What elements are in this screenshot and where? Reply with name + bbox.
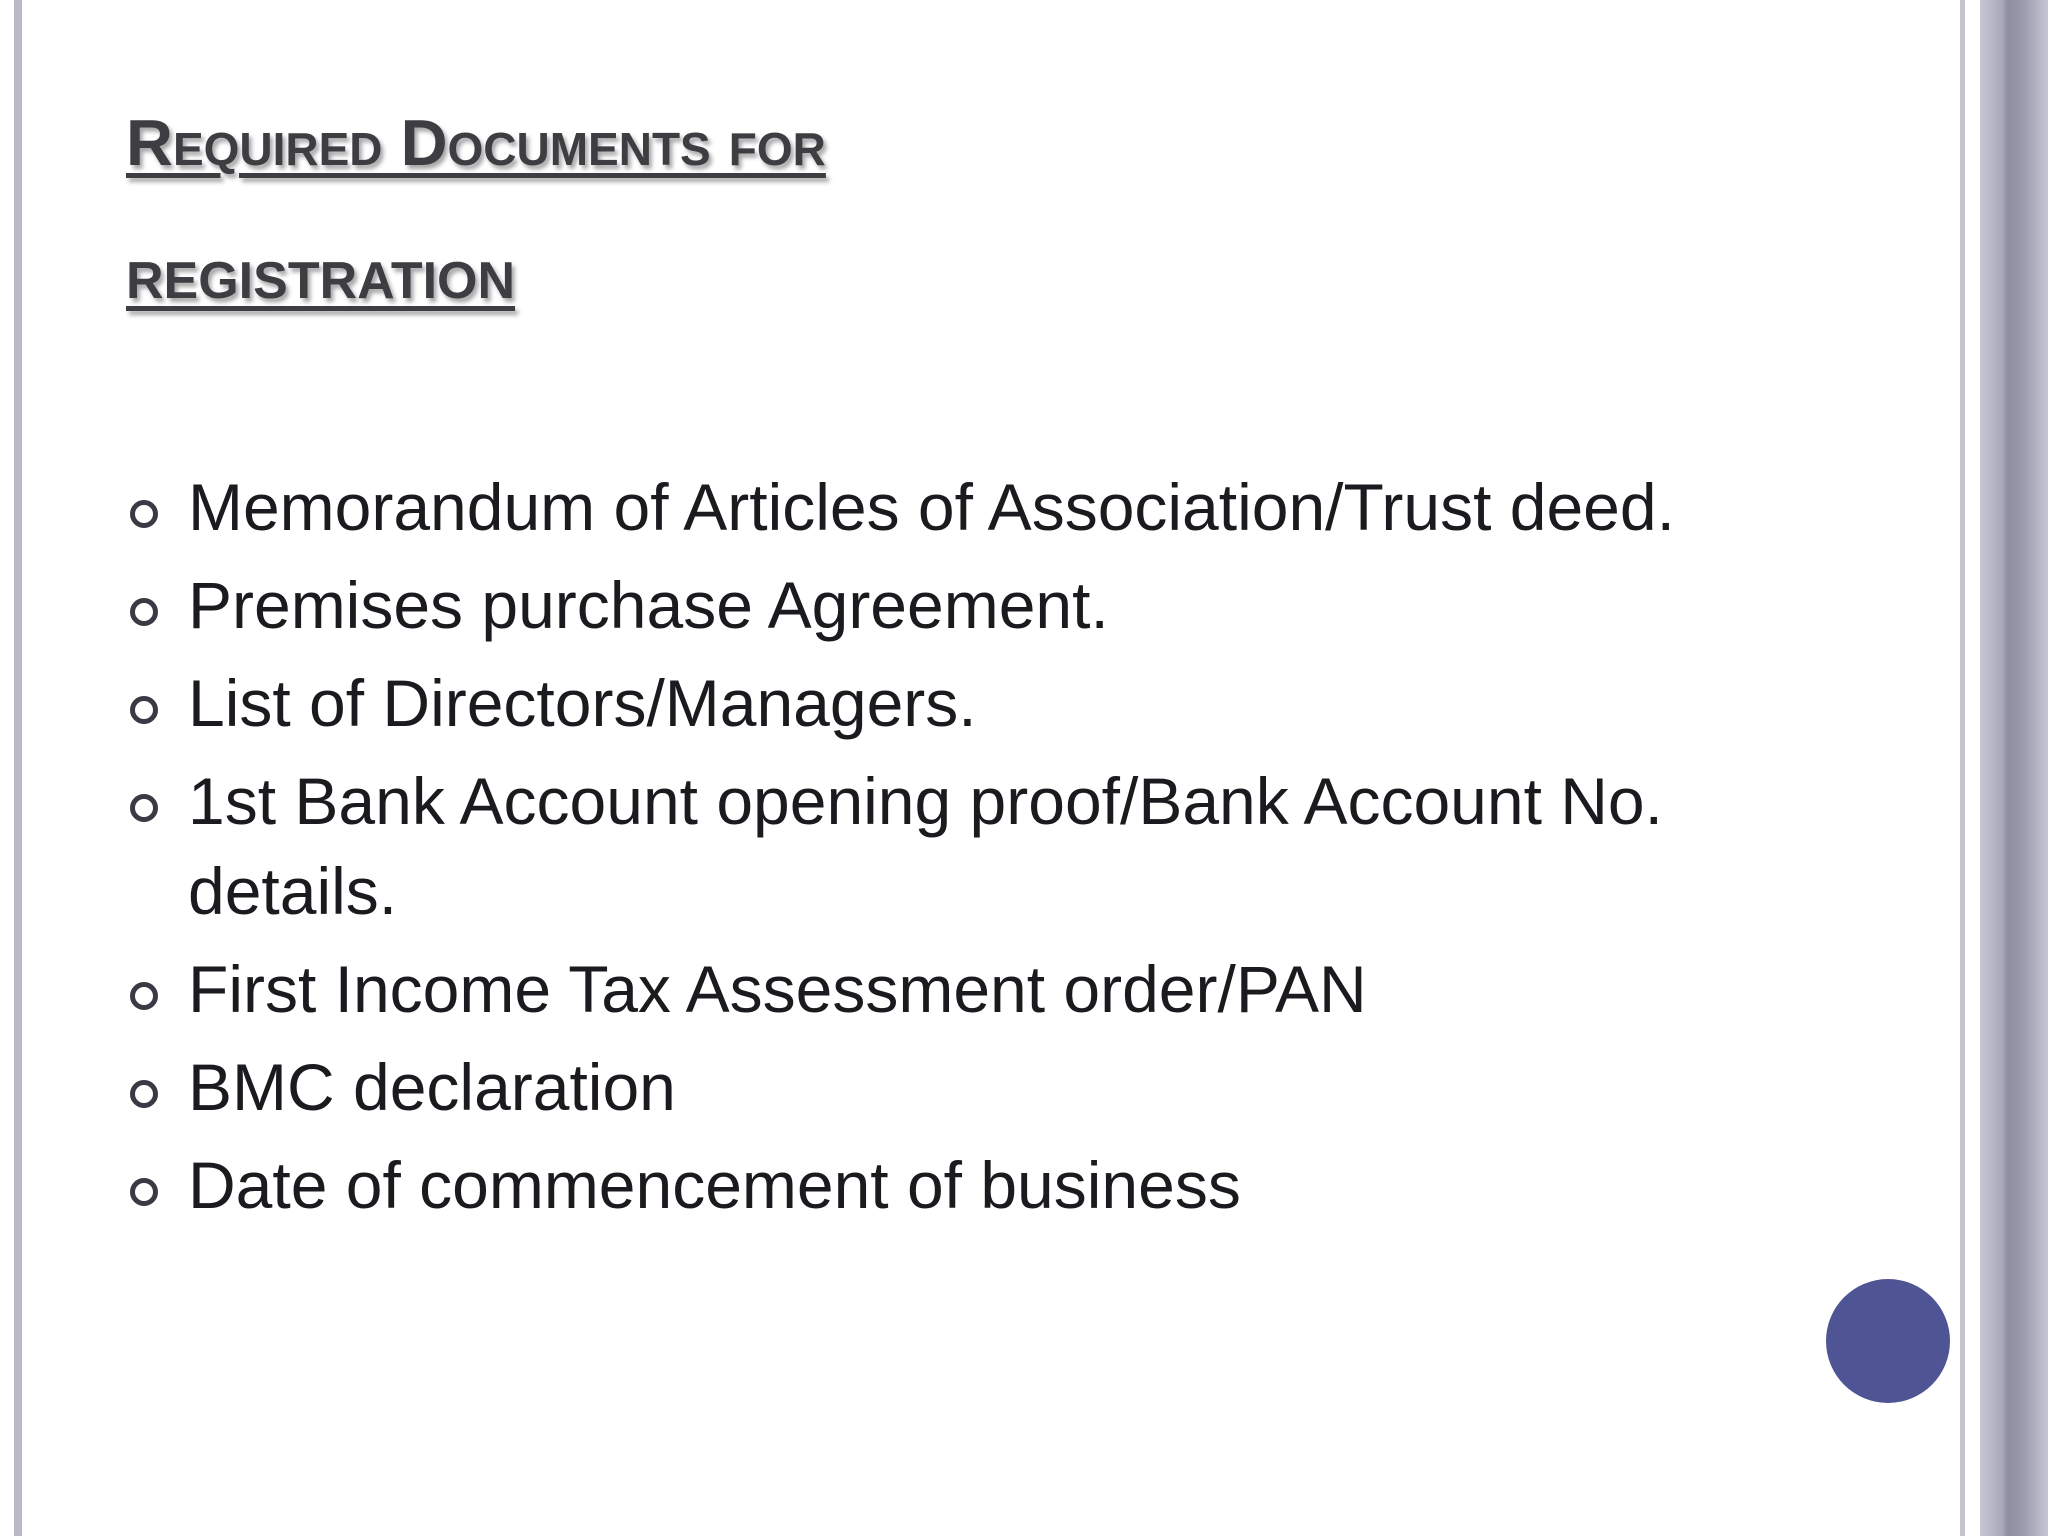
list-item bbox=[126, 1140, 1826, 1230]
list-item bbox=[126, 658, 1826, 748]
slide-title-line-1: Required Documents for bbox=[126, 106, 826, 179]
list-item-text: Premises purchase Agreement. bbox=[188, 568, 1109, 642]
requirements-list bbox=[126, 462, 1826, 1238]
slide-title-line-2: registration bbox=[126, 231, 516, 314]
list-item-text: Date of commencement of business bbox=[188, 1148, 1241, 1222]
hollow-circle-bullet-icon bbox=[130, 696, 158, 724]
list-item bbox=[126, 944, 1826, 1034]
left-border-rule bbox=[14, 0, 22, 1536]
list-item bbox=[126, 756, 1826, 936]
list-item bbox=[126, 462, 1826, 552]
list-item-text: 1st Bank Account opening proof/Bank Account No. details. bbox=[188, 764, 1663, 928]
right-border-band bbox=[1980, 0, 2048, 1536]
list-item-text: First Income Tax Assessment order/PAN bbox=[188, 952, 1367, 1026]
hollow-circle-bullet-icon bbox=[130, 500, 158, 528]
list-item bbox=[126, 1042, 1826, 1132]
slide-title bbox=[126, 78, 826, 341]
right-border-rule bbox=[1960, 0, 1965, 1536]
list-item-text: Memorandum of Articles of Association/Trust deed. bbox=[188, 470, 1675, 544]
hollow-circle-bullet-icon bbox=[130, 982, 158, 1010]
hollow-circle-bullet-icon bbox=[130, 598, 158, 626]
navigation-dot-icon[interactable] bbox=[1826, 1279, 1950, 1403]
hollow-circle-bullet-icon bbox=[130, 794, 158, 822]
hollow-circle-bullet-icon bbox=[130, 1080, 158, 1108]
list-item-text: List of Directors/Managers. bbox=[188, 666, 977, 740]
list-item-text: BMC declaration bbox=[188, 1050, 676, 1124]
list-item bbox=[126, 560, 1826, 650]
hollow-circle-bullet-icon bbox=[130, 1178, 158, 1206]
